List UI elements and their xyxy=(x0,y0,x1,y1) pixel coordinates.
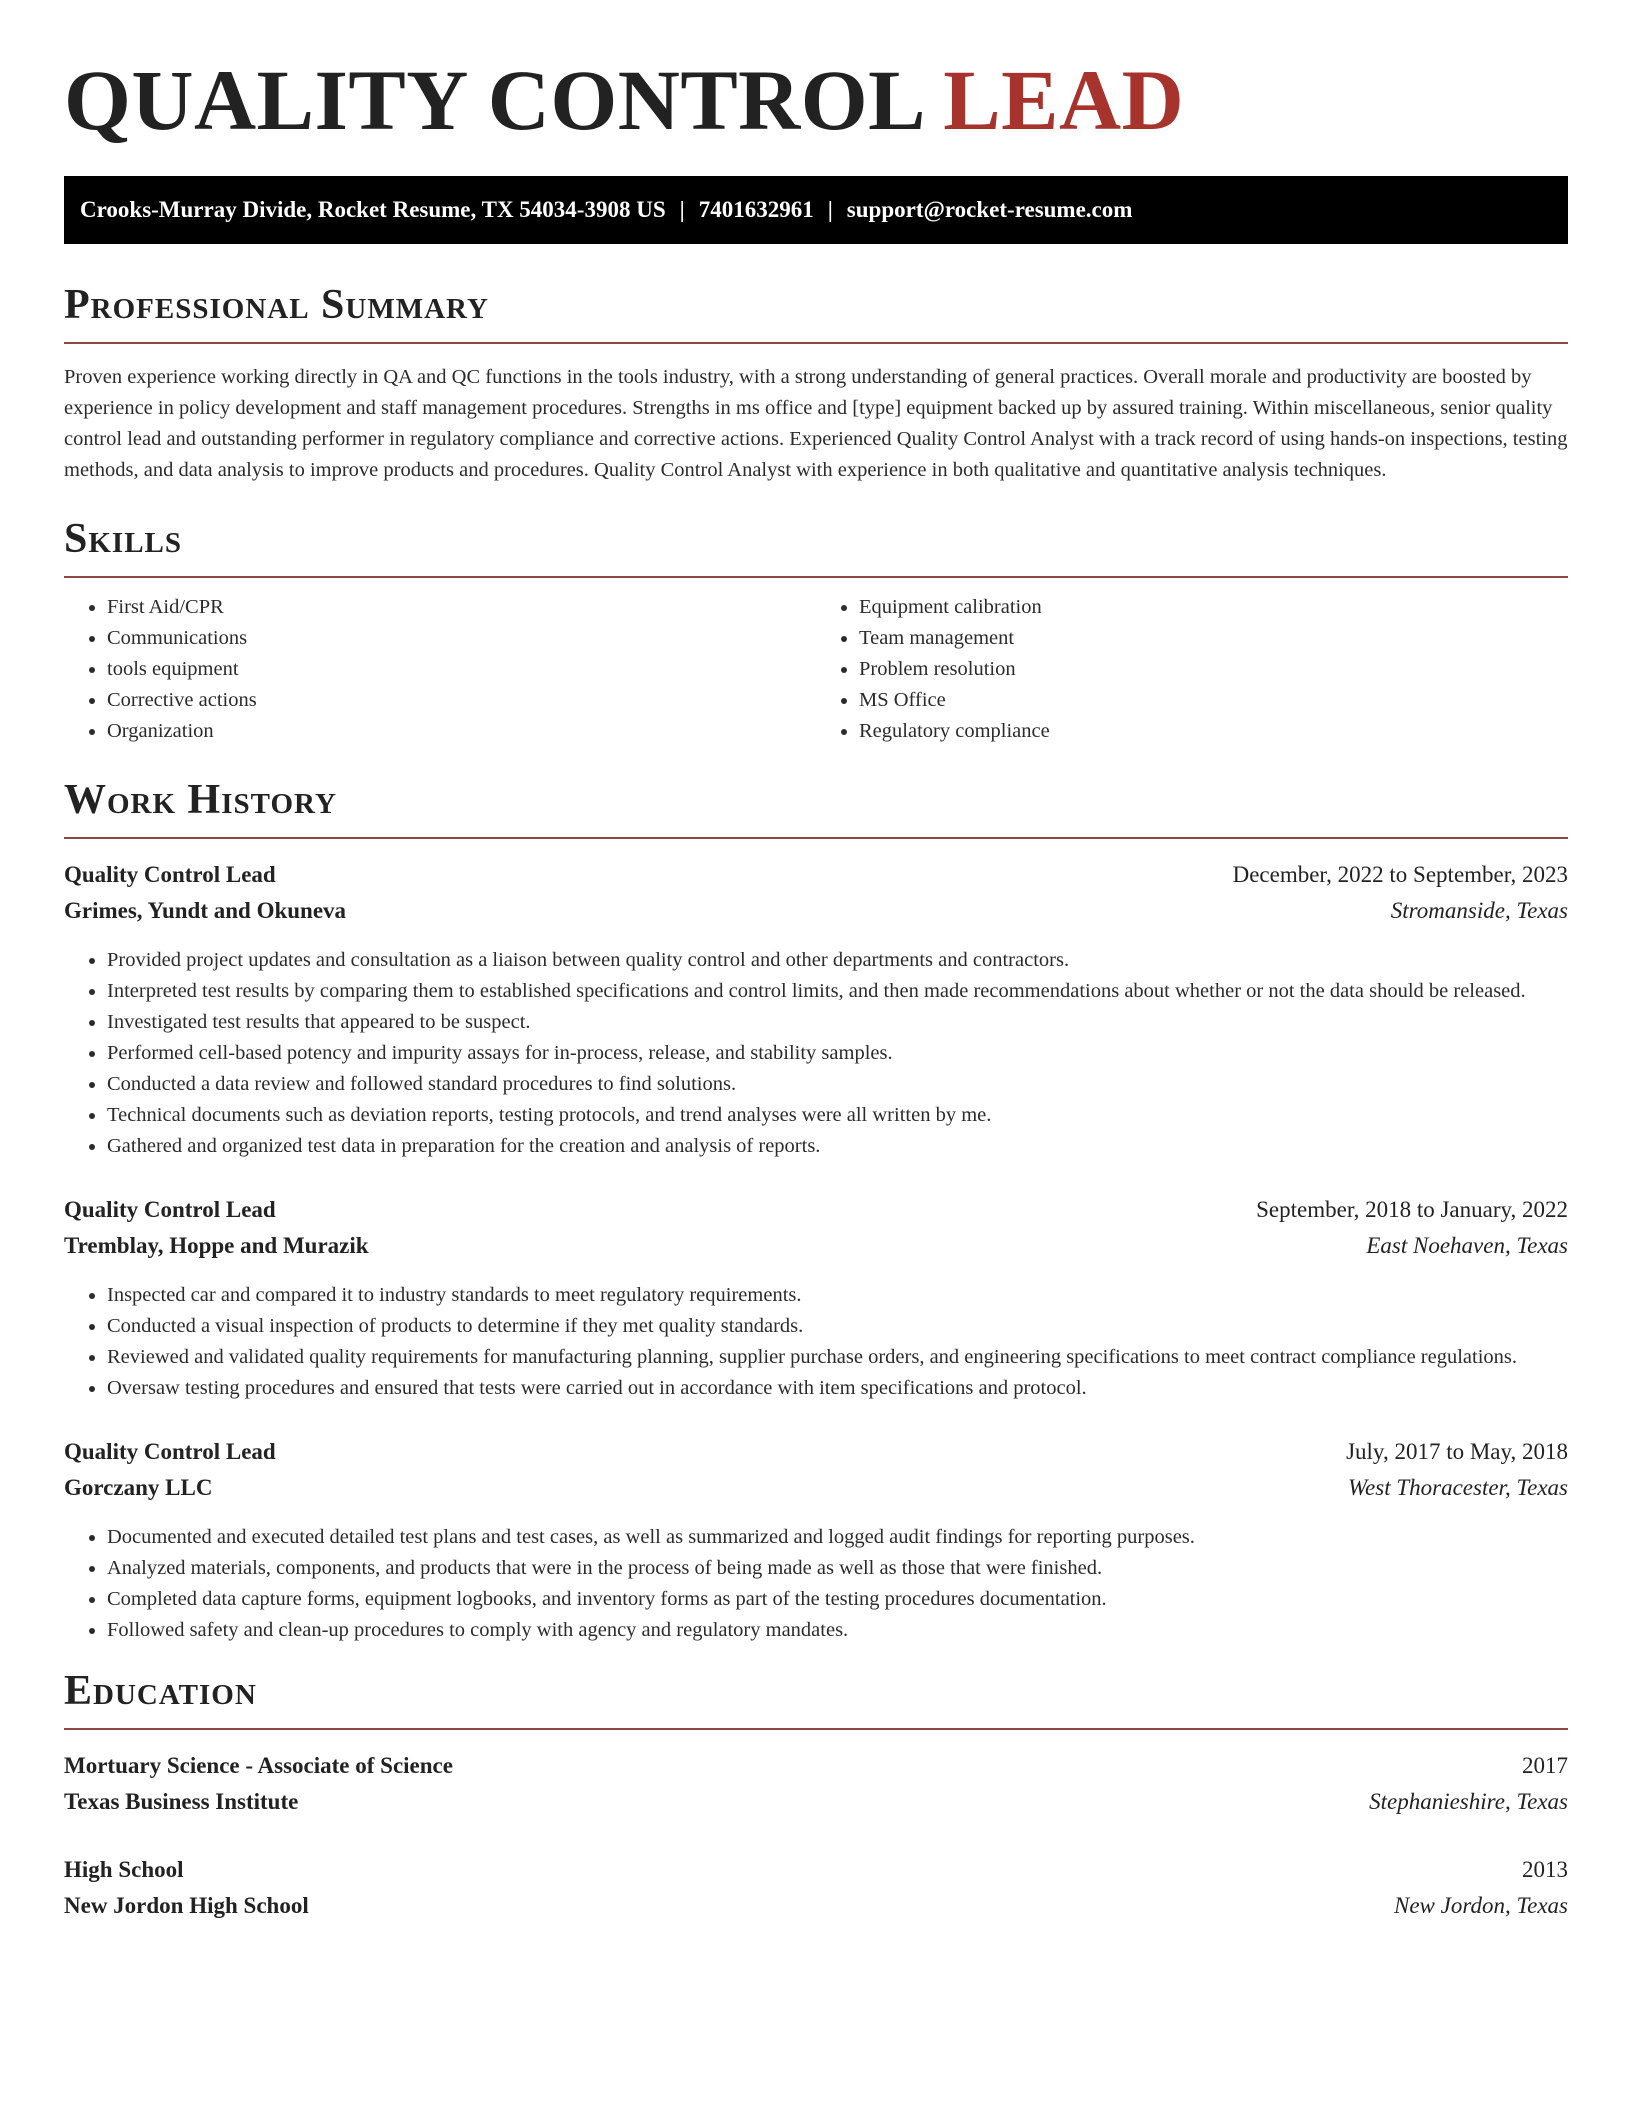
job-title-row xyxy=(64,857,1568,893)
skill-item: • Equipment calibration xyxy=(859,592,1568,623)
name-accent: LEAD xyxy=(943,52,1185,148)
education-year: 2017 xyxy=(1522,1753,1568,1778)
job-company-row xyxy=(64,1228,1568,1264)
professional-summary-section xyxy=(64,280,1568,486)
job-entry xyxy=(64,1192,1568,1404)
skill-item: • Regulatory compliance xyxy=(859,716,1568,747)
job-bullet: • Investigated test results that appeared to be suspect. xyxy=(107,1007,1568,1038)
job-dates: July, 2017 to May, 2018 xyxy=(1346,1439,1568,1464)
job-title-row xyxy=(64,1192,1568,1228)
job-title: Quality Control Lead xyxy=(64,862,276,887)
name-main: QUALITY CONTROL xyxy=(64,52,922,148)
education-school: Texas Business Institute xyxy=(64,1789,299,1814)
section-title: Education xyxy=(64,1668,257,1714)
job-company: Grimes, Yundt and Okuneva xyxy=(64,898,347,923)
section-divider xyxy=(64,342,1568,344)
education-location: Stephanieshire, Texas xyxy=(1369,1789,1568,1814)
job-bullet-list xyxy=(64,1280,1568,1404)
job-dates: December, 2022 to September, 2023 xyxy=(1232,862,1568,887)
skill-item: • tools equipment xyxy=(107,654,816,685)
education-degree: Mortuary Science - Associate of Science xyxy=(64,1753,453,1778)
job-company: Tremblay, Hoppe and Murazik xyxy=(64,1233,369,1258)
section-divider xyxy=(64,1728,1568,1730)
section-title: Skills xyxy=(64,516,183,562)
job-title-row xyxy=(64,1434,1568,1470)
section-title: Professional Summary xyxy=(64,282,489,328)
education-degree-row xyxy=(64,1748,1568,1784)
section-divider xyxy=(64,837,1568,839)
job-title: Quality Control Lead xyxy=(64,1439,276,1464)
job-bullet: • Completed data capture forms, equipment logbooks, and inventory forms as part of the testing procedures documentation. xyxy=(107,1584,1568,1615)
job-bullet: • Analyzed materials, components, and products that were in the process of being made as well as those that were finished. xyxy=(107,1553,1568,1584)
education-entry xyxy=(64,1852,1568,1924)
job-bullet: • Technical documents such as deviation reports, testing protocols, and trend analyses were all written by me. xyxy=(107,1100,1568,1131)
job-company-row xyxy=(64,1470,1568,1506)
job-bullet: • Conducted a data review and followed standard procedures to find solutions. xyxy=(107,1069,1568,1100)
job-bullet: • Oversaw testing procedures and ensured that tests were carried out in accordance with item specifications and protocol. xyxy=(107,1373,1568,1404)
education-location: New Jordon, Texas xyxy=(1394,1893,1568,1918)
job-bullet: • Interpreted test results by comparing them to established specifications and control limits, and then made recommendations about whether or not the data should be released. xyxy=(107,976,1568,1007)
job-bullet: • Gathered and organized test data in preparation for the creation and analysis of reports. xyxy=(107,1131,1568,1162)
job-bullet-list xyxy=(64,945,1568,1162)
education-year: 2013 xyxy=(1522,1857,1568,1882)
job-bullet: • Inspected car and compared it to industry standards to meet regulatory requirements. xyxy=(107,1280,1568,1311)
resume-name-heading xyxy=(64,0,1568,146)
job-bullet: • Documented and executed detailed test plans and test cases, as well as summarized and logged audit findings for reporting purposes. xyxy=(107,1522,1568,1553)
skills-grid xyxy=(64,592,1568,747)
job-location: Stromanside, Texas xyxy=(1390,898,1568,923)
skill-item: • MS Office xyxy=(859,685,1568,716)
skill-item: • Corrective actions xyxy=(107,685,816,716)
job-bullet: • Provided project updates and consultation as a liaison between quality control and other departments and contractors. xyxy=(107,945,1568,976)
contact-email: support@rocket-resume.com xyxy=(846,197,1133,222)
summary-text: Proven experience working directly in QA and QC functions in the tools industry, with a strong understanding of general practices. Overall morale and productivity are boosted by experience in policy development and staff management procedures. Strengths in ms office and [type] equipment backed up by assured training. Within miscellaneous, senior quality control lead and outstanding performer in regulatory compliance and corrective actions. Experienced Quality Control Analyst with a track record of using hands-on inspections, testing methods, and data analysis to improve products and procedures. Quality Control Analyst with experience in both qualitative and quantitative analysis techniques. xyxy=(64,366,1568,481)
skill-item: • Team management xyxy=(859,623,1568,654)
education-school-row xyxy=(64,1784,1568,1820)
job-location: West Thoracester, Texas xyxy=(1347,1475,1568,1500)
job-company: Gorczany LLC xyxy=(64,1475,213,1500)
contact-phone: 7401632961 xyxy=(698,197,814,222)
job-location: East Noehaven, Texas xyxy=(1366,1233,1568,1258)
education-degree: High School xyxy=(64,1857,184,1882)
job-bullet-list xyxy=(64,1522,1568,1646)
skills-column-right xyxy=(816,592,1568,747)
education-school: New Jordon High School xyxy=(64,1893,309,1918)
job-bullet: • Reviewed and validated quality requirements for manufacturing planning, supplier purchase orders, and engineering specifications to meet contract compliance regulations. xyxy=(107,1342,1568,1373)
education-degree-row xyxy=(64,1852,1568,1888)
education-section xyxy=(64,1666,1568,1924)
skill-item: • First Aid/CPR xyxy=(107,592,816,623)
job-bullet: • Followed safety and clean-up procedures to comply with agency and regulatory mandates. xyxy=(107,1615,1568,1646)
job-dates: September, 2018 to January, 2022 xyxy=(1256,1197,1568,1222)
skills-column-left xyxy=(64,592,816,747)
skills-section xyxy=(64,514,1568,747)
contact-bar xyxy=(64,176,1568,244)
job-bullet: • Performed cell-based potency and impurity assays for in-process, release, and stability samples. xyxy=(107,1038,1568,1069)
contact-separator: | xyxy=(679,197,685,222)
job-title: Quality Control Lead xyxy=(64,1197,276,1222)
job-company-row xyxy=(64,893,1568,929)
job-bullet: • Conducted a visual inspection of products to determine if they met quality standards. xyxy=(107,1311,1568,1342)
section-divider xyxy=(64,576,1568,578)
skill-item: • Communications xyxy=(107,623,816,654)
contact-address: Crooks-Murray Divide, Rocket Resume, TX 54034-3908 US xyxy=(80,197,666,222)
education-entry xyxy=(64,1748,1568,1820)
section-title: Work History xyxy=(64,777,337,823)
skill-item: • Problem resolution xyxy=(859,654,1568,685)
skill-item: • Organization xyxy=(107,716,816,747)
education-school-row xyxy=(64,1888,1568,1924)
contact-separator: | xyxy=(827,197,833,222)
job-entry xyxy=(64,857,1568,1162)
job-entry xyxy=(64,1434,1568,1646)
work-history-section xyxy=(64,775,1568,1646)
